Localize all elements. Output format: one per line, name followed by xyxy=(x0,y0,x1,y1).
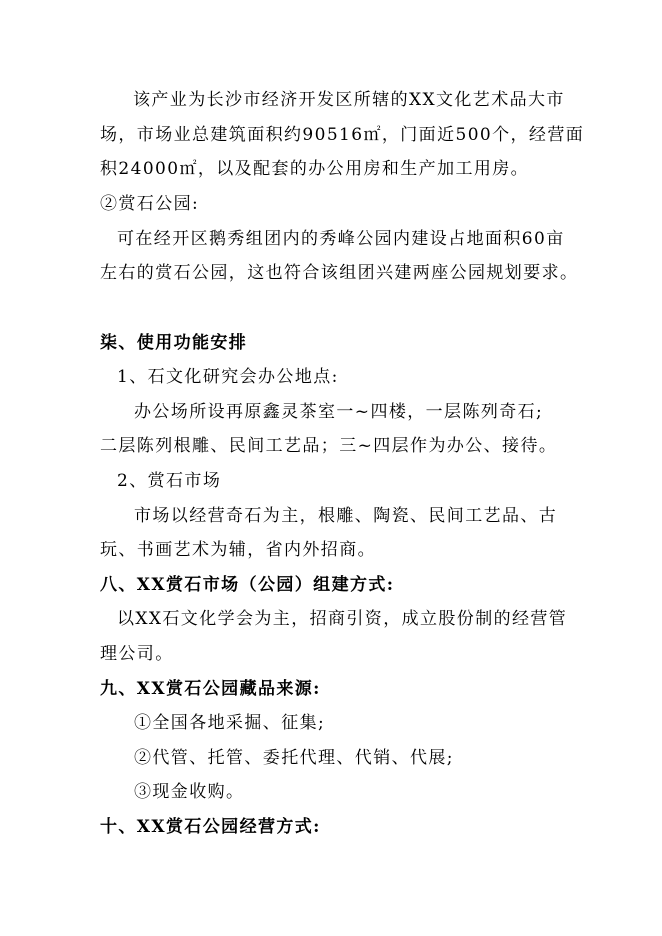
section-7-subitem-2-line-1: 市场以经营奇石为主，根雕、陶瓷、民间工艺品、古 xyxy=(134,506,558,526)
paragraph-2-line-2: 左右的赏石公园，这也符合该组团兴建两座公园规划要求。 xyxy=(100,263,579,283)
item-shangshi-park: ②赏石公园: xyxy=(100,194,200,214)
section-9-item-1: ①全国各地采掘、征集; xyxy=(134,713,326,733)
section-9-item-3: ③现金收购。 xyxy=(134,782,245,802)
paragraph-1-line-3: 积24000㎡，以及配套的办公用房和生产加工用房。 xyxy=(100,159,530,179)
section-8-line-1: 以XX石文化学会为主，招商引资，成立股份制的经营管 xyxy=(117,609,568,629)
section-7-subitem-1-line-1: 办公场所设再原鑫灵茶室一~四楼，一层陈列奇石; xyxy=(134,402,544,422)
section-7-subitem-1-line-2: 二层陈列根雕、民间工艺品；三~四层作为办公、接待。 xyxy=(100,436,558,456)
paragraph-2-line-1: 可在经开区鹅秀组团内的秀峰公园内建设占地面积60亩 xyxy=(117,229,565,249)
section-7-heading: 柒、使用功能安排 xyxy=(100,333,248,353)
section-9-heading: 九、XX赏石公园藏品来源: xyxy=(100,679,321,699)
section-9-item-2: ②代管、托管、委托代理、代销、代展; xyxy=(134,748,454,768)
section-7-subitem-1: 1、石文化研究会办公地点: xyxy=(117,367,339,387)
paragraph-1-line-1: 该产业为长沙市经济开发区所辖的XX文化艺术品大市 xyxy=(133,90,565,110)
section-8-heading: 八、XX赏石市场（公园）组建方式: xyxy=(100,575,395,595)
section-10-heading: 十、XX赏石公园经营方式: xyxy=(100,817,321,837)
section-8-line-2: 理公司。 xyxy=(100,644,174,664)
section-7-subitem-2: 2、赏石市场 xyxy=(117,471,222,491)
paragraph-1-line-2: 场，市场业总建筑面积约90516㎡，门面近500个，经营面 xyxy=(100,125,585,145)
section-7-subitem-2-line-2: 玩、书画艺术为辅，省内外招商。 xyxy=(100,540,376,560)
